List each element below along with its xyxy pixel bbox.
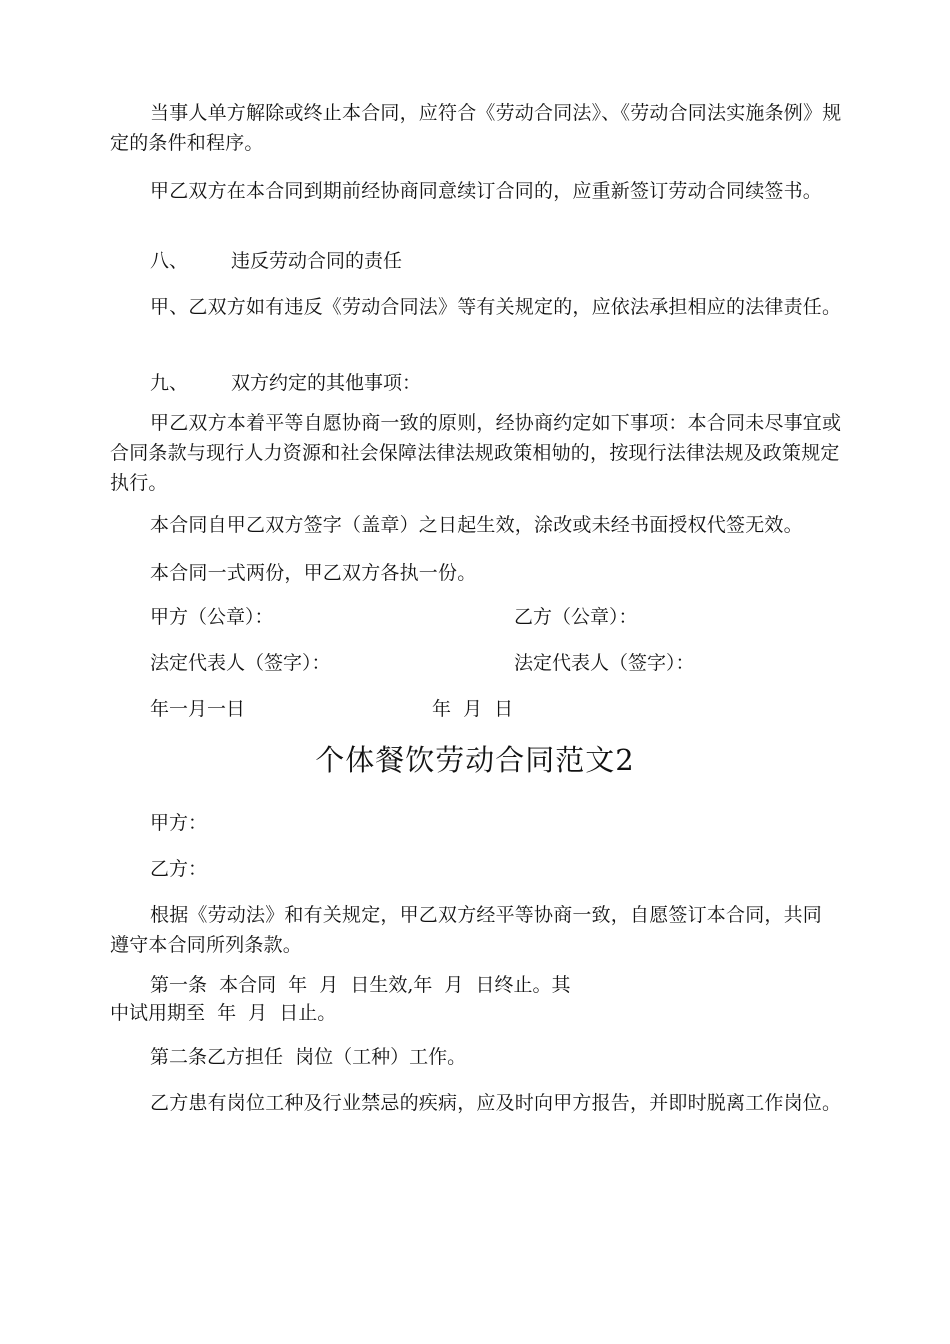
section-9-number: 九、 bbox=[150, 372, 189, 394]
party-b-label: 乙方： bbox=[150, 858, 208, 880]
party-b-representative: 法定代表人（签字）： bbox=[514, 652, 695, 674]
paragraph-disease-notice: 乙方患有岗位工种及行业禁忌的疾病，应及时向甲方报告，并即时脱离工作岗位。 bbox=[150, 1092, 842, 1114]
party-b-seal: 乙方（公章）： bbox=[514, 606, 638, 628]
party-b-date: 年 月 日 bbox=[432, 698, 514, 720]
section-title: 个体餐饮劳动合同范文2 bbox=[315, 743, 635, 777]
party-a-representative: 法定代表人（签字）： bbox=[150, 652, 331, 674]
section-9-title: 双方约定的其他事项： bbox=[231, 372, 422, 394]
paragraph-copies: 本合同一式两份，甲乙双方各执一份。 bbox=[150, 562, 477, 584]
party-a-label: 甲方： bbox=[150, 812, 208, 834]
paragraph-liability: 甲、乙双方如有违反《劳动合同法》等有关规定的，应依法承担相应的法律责任。 bbox=[150, 296, 842, 318]
section-8-title: 违反劳动合同的责任 bbox=[231, 250, 403, 272]
section-8-number: 八、 bbox=[150, 250, 189, 272]
paragraph-renewal: 甲乙双方在本合同到期前经协商同意续订合同的，应重新签订劳动合同续签书。 bbox=[150, 180, 823, 202]
party-a-seal: 甲方（公章）： bbox=[150, 606, 274, 628]
paragraph-termination: 当事人单方解除或终止本合同，应符合《劳动合同法》、《劳动合同法实施条例》规定的条件和程序。 bbox=[110, 102, 842, 154]
paragraph-other-matters: 甲乙双方本着平等自愿协商一致的原则，经协商约定如下事项：本合同未尽事宜或合同条款与现行人力资源和社会保障法律法规政策相劬的，按现行法律法规及政策规定执行。 bbox=[110, 412, 842, 494]
paragraph-effective: 本合同自甲乙双方签字（盖章）之日起生效，涂改或未经书面授权代签无效。 bbox=[150, 514, 803, 536]
paragraph-intro: 根据《劳动法》和有关规定，甲乙双方经平等协商一致，自愿签订本合同，共同 遵守本合同所列条款。 bbox=[110, 904, 823, 956]
party-a-date: 年一月一日 bbox=[150, 698, 246, 720]
article-2: 第二条乙方担任 岗位（工种）工作。 bbox=[150, 1046, 467, 1068]
article-1-line-1: 第一条 本合同 年 月 日生效,年 月 日终止。其 bbox=[150, 974, 571, 996]
article-1-line-2: 中试用期至 年 月 日止。 bbox=[110, 1002, 337, 1024]
